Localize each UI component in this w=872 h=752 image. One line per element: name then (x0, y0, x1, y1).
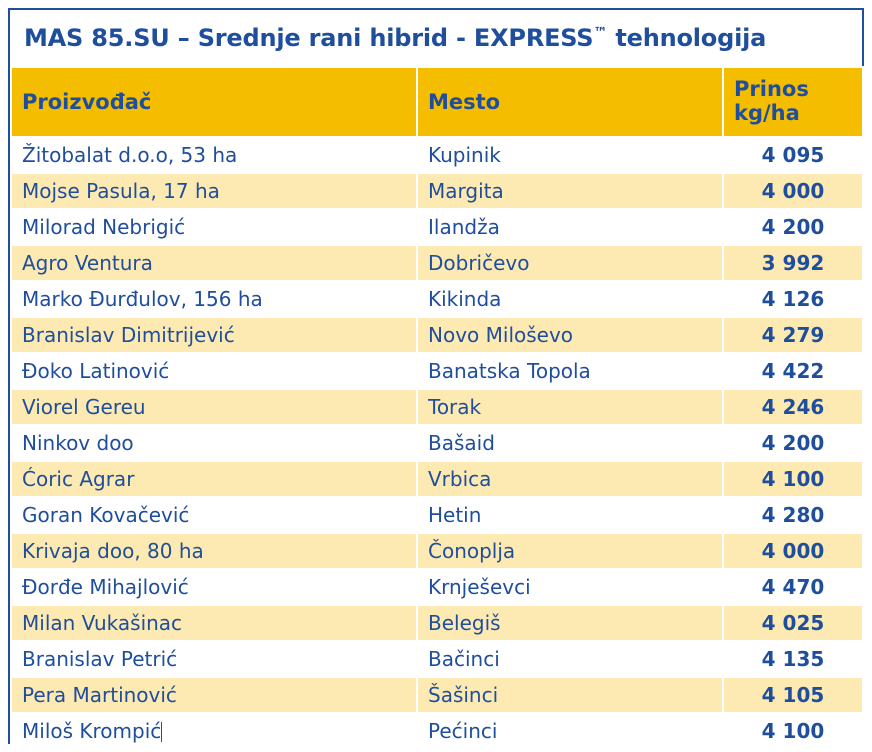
table-row (11, 461, 863, 497)
cell-yield: 4 280 (723, 497, 863, 533)
cell-yield: 4 126 (723, 281, 863, 317)
cell-place: Margita (417, 173, 723, 209)
cell-producer: Đoko Latinović (11, 353, 417, 389)
table-header (11, 67, 863, 137)
column-header-yield-line1: Prinos (734, 77, 809, 102)
cell-producer: Agro Ventura (11, 245, 417, 281)
column-header-producer: Proizvođač (11, 67, 417, 137)
cell-place: Čonoplja (417, 533, 723, 569)
table-row (11, 137, 863, 173)
table-row (11, 389, 863, 425)
cell-place: Pećinci (417, 713, 723, 749)
cell-producer: Milorad Nebrigić (11, 209, 417, 245)
table-row (11, 281, 863, 317)
table-row (11, 317, 863, 353)
cell-yield: 4 279 (723, 317, 863, 353)
table-body (11, 137, 863, 749)
cell-place: Kupinik (417, 137, 723, 173)
cell-producer: Branislav Petrić (11, 641, 417, 677)
column-header-place: Mesto (417, 67, 723, 137)
cell-yield: 4 100 (723, 713, 863, 749)
cell-yield: 4 470 (723, 569, 863, 605)
column-header-yield (723, 67, 863, 137)
cell-place: Torak (417, 389, 723, 425)
table-row (11, 605, 863, 641)
table-row (11, 209, 863, 245)
cell-place: Novo Miloševo (417, 317, 723, 353)
cell-yield: 4 000 (723, 533, 863, 569)
cell-place: Banatska Topola (417, 353, 723, 389)
cell-yield: 4 422 (723, 353, 863, 389)
cell-place: Belegiš (417, 605, 723, 641)
table-row (11, 533, 863, 569)
cell-producer-text: Miloš Krompić (22, 719, 162, 743)
cell-producer: Viorel Gereu (11, 389, 417, 425)
cell-place: Dobričevo (417, 245, 723, 281)
cell-producer: Goran Kovačević (11, 497, 417, 533)
cell-yield: 4 200 (723, 209, 863, 245)
table-row (11, 425, 863, 461)
cell-place: Šašinci (417, 677, 723, 713)
cell-producer (11, 713, 417, 749)
cell-yield: 4 200 (723, 425, 863, 461)
cell-place: Hetin (417, 497, 723, 533)
table-row (11, 569, 863, 605)
yield-table (10, 66, 864, 750)
text-cursor (161, 722, 162, 742)
cell-place: Bačinci (417, 641, 723, 677)
cell-yield: 4 025 (723, 605, 863, 641)
cell-yield: 4 100 (723, 461, 863, 497)
page-title (24, 24, 766, 52)
cell-producer: Đorđe Mihajlović (11, 569, 417, 605)
cell-place: Kikinda (417, 281, 723, 317)
table-row (11, 173, 863, 209)
table-row (11, 497, 863, 533)
cell-producer: Ninkov doo (11, 425, 417, 461)
table-row (11, 677, 863, 713)
cell-producer: Milan Vukašinac (11, 605, 417, 641)
page-title-main: MAS 85.SU – Srednje rani hibrid - EXPRESS (24, 24, 594, 52)
cell-place: Vrbica (417, 461, 723, 497)
cell-producer: Mojse Pasula, 17 ha (11, 173, 417, 209)
cell-producer: Žitobalat d.o.o, 53 ha (11, 137, 417, 173)
cell-yield: 4 135 (723, 641, 863, 677)
cell-producer: Krivaja doo, 80 ha (11, 533, 417, 569)
table-row (11, 245, 863, 281)
cell-yield: 4 246 (723, 389, 863, 425)
cell-yield: 4 000 (723, 173, 863, 209)
document-title-bar (10, 10, 862, 66)
page-title-suffix: tehnologija (607, 24, 767, 52)
table-row (11, 641, 863, 677)
column-header-yield-line2: kg/ha (734, 101, 800, 125)
trademark-symbol: ™ (593, 25, 608, 41)
cell-place: Bašaid (417, 425, 723, 461)
cell-place: Ilandža (417, 209, 723, 245)
cell-yield: 4 105 (723, 677, 863, 713)
table-row (11, 353, 863, 389)
cell-producer: Pera Martinović (11, 677, 417, 713)
cell-producer: Branislav Dimitrijević (11, 317, 417, 353)
table-row (11, 713, 863, 749)
cell-yield: 3 992 (723, 245, 863, 281)
cell-producer: Marko Đurđulov, 156 ha (11, 281, 417, 317)
cell-yield: 4 095 (723, 137, 863, 173)
cell-place: Krnješevci (417, 569, 723, 605)
table-header-row (11, 67, 863, 137)
cell-producer: Ćoric Agrar (11, 461, 417, 497)
